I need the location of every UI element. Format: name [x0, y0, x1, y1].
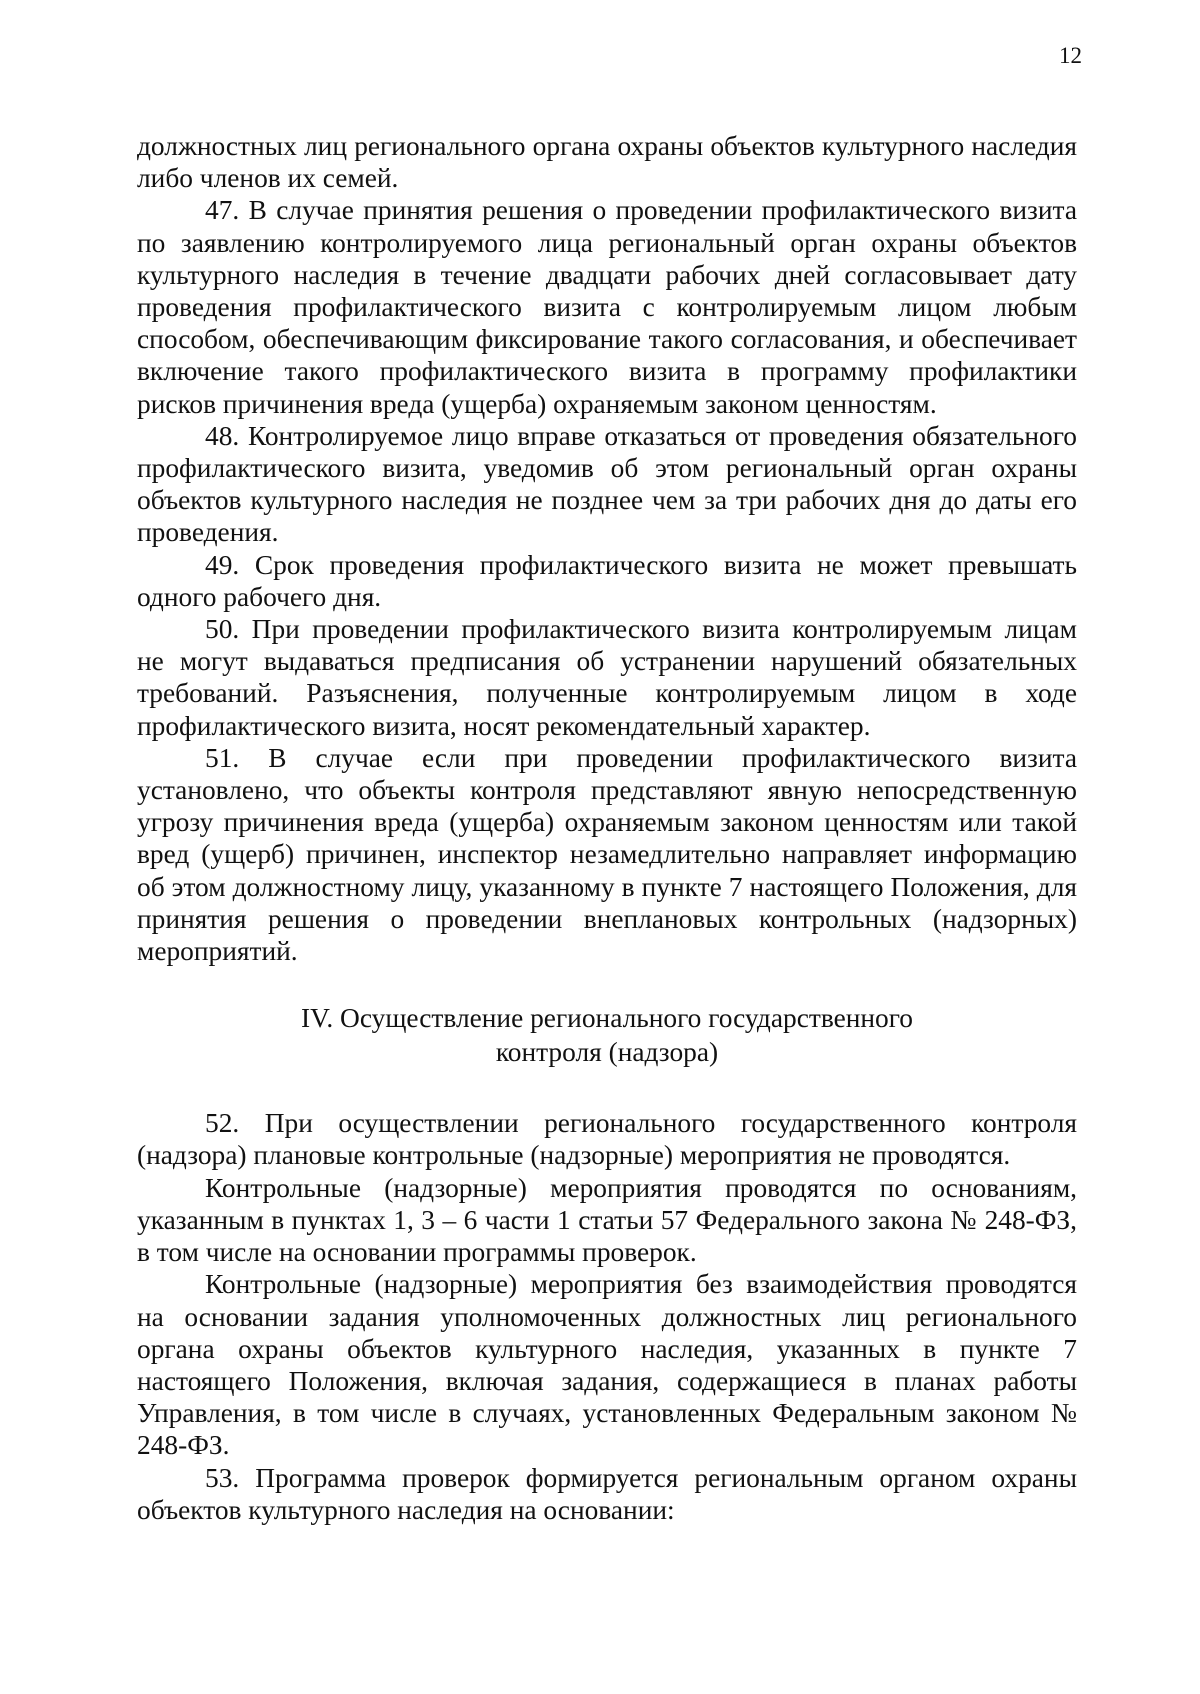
paragraph-52-no-interaction: Контрольные (надзорные) мероприятия без взаимодействия проводятся на основании задания уполномоченных должностных лиц регионального органа охраны объектов культурного наследия, указанных в пункте 7 настоящего Положения, включая задания, содержащиеся в планах работы Управления, в том числе в случаях, установленных Федеральным законом № 248-ФЗ.: [137, 1269, 1077, 1461]
section-heading-line-1: IV. Осуществление регионального государственного: [300, 1003, 914, 1034]
paragraph-53: 53. Программа проверок формируется региональным органом охраны объектов культурного наследия на основании:: [137, 1462, 1077, 1525]
section-heading: [137, 1001, 1077, 1069]
paragraph-49: 49. Срок проведения профилактического визита не может превышать одного рабочего дня.: [137, 549, 1077, 612]
paragraph-50: 50. При проведении профилактического визита контролируемым лицам не могут выдаваться предписания об устранении нарушений обязательных требований. Разъяснения, полученные контролируемым лицом в ходе профилактического визита, носят рекомендательный характер.: [137, 614, 1077, 741]
paragraph-48: 48. Контролируемое лицо вправе отказаться от проведения обязательного профилактического визита, уведомив об этом региональный орган охраны объектов культурного наследия не позднее чем за три рабочих дня до даты его проведения.: [137, 420, 1077, 548]
spacer: [137, 967, 1077, 1001]
spacer: [137, 1069, 1077, 1107]
paragraph-51: 51. В случае если при проведении профилактического визита установлено, что объекты контроля представляют явную непосредственную угрозу причинения вреда (ущерба) охраняемым законом ценностям или такой вред (ущерб) причинен, инспектор незамедлительно направляет информацию об этом должностному лицу, указанному в пункте 7 настоящего Положения, для принятия решения о проведении внеплановых контрольных (надзорных) мероприятий.: [137, 742, 1077, 967]
paragraph-continuation: должностных лиц регионального органа охраны объектов культурного наследия либо членов их семей.: [137, 131, 1077, 194]
paragraph-52: 52. При осуществлении регионального государственного контроля (надзора) плановые контрольные (надзорные) мероприятия не проводятся.: [137, 1108, 1077, 1171]
paragraph-47: 47. В случае принятия решения о проведении профилактического визита по заявлению контролируемого лица региональный орган охраны объектов культурного наследия в течение двадцати рабочих дней согласовывает дату проведения профилактического визита с контролируемым лицом любым способом, обеспечивающим фиксирование такого согласования, и обеспечивает включение такого профилактического визита в программу профилактики рисков причинения вреда (ущерба) охраняемым законом ценностям.: [137, 195, 1077, 419]
document-body: [137, 130, 1077, 1526]
section-heading-line-2: контроля (надзора): [495, 1037, 719, 1068]
page-number: 12: [1059, 43, 1082, 68]
paragraph-52-grounds: Контрольные (надзорные) мероприятия проводятся по основаниям, указанным в пунктах 1, 3 – 6 части 1 статьи 57 Федерального закона № 248-ФЗ, в том числе на основании программы проверок.: [137, 1172, 1077, 1268]
